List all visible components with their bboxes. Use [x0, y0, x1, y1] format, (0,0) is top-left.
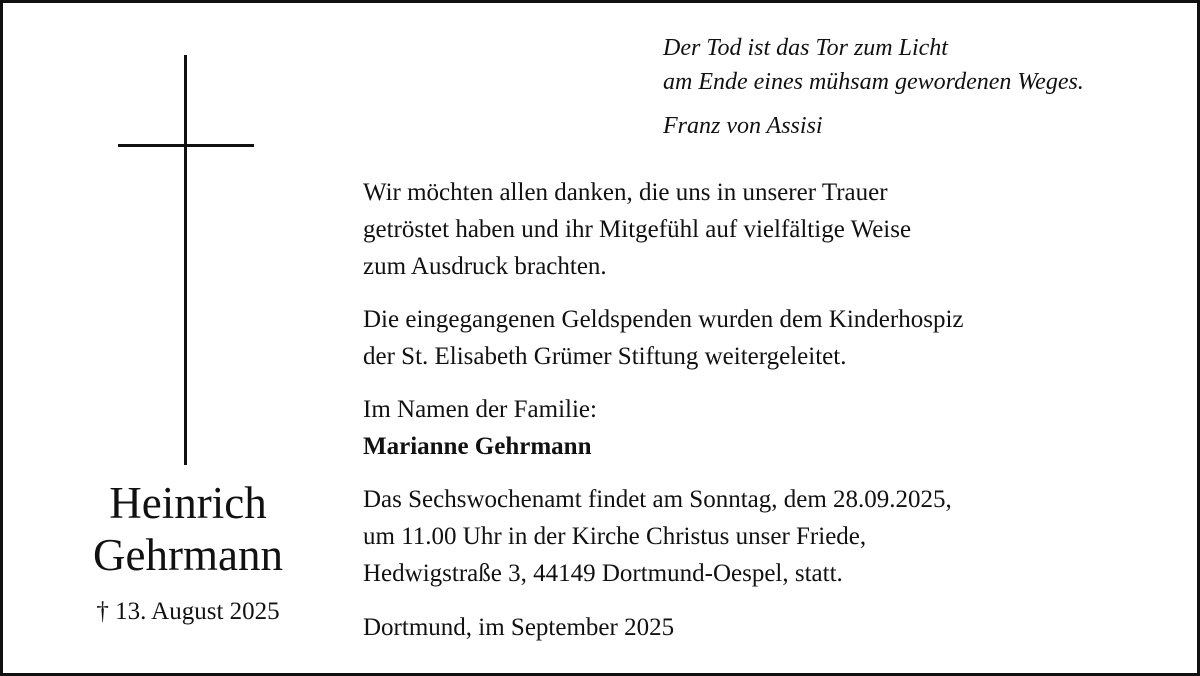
family-name: Marianne Gehrmann	[363, 433, 592, 460]
quote-line: am Ende eines mühsam gewordenen Weges.	[663, 69, 1084, 95]
thanks-line: getröstet haben und ihr Mitgefühl auf vielfältige Weise	[363, 216, 912, 243]
donations-paragraph	[363, 301, 1163, 375]
deceased-first-name: Heinrich	[109, 478, 267, 528]
donations-line: der St. Elisabeth Grümer Stiftung weitergeleitet.	[363, 343, 847, 370]
thank-you-message	[363, 174, 1163, 662]
quote-author: Franz von Assisi	[663, 113, 823, 139]
cross-icon	[118, 55, 254, 465]
thanks-line: Wir möchten allen danken, die uns in unserer Trauer	[363, 179, 888, 206]
cross-horizontal-bar	[118, 144, 254, 147]
family-signature	[363, 391, 1163, 465]
service-paragraph	[363, 481, 1163, 592]
deceased-name-block	[38, 477, 338, 627]
thanks-line: zum Ausdruck brachten.	[363, 253, 607, 280]
deceased-last-name: Gehrmann	[93, 530, 283, 580]
family-intro: Im Namen der Familie:	[363, 396, 597, 423]
cross-vertical-bar	[184, 55, 187, 465]
service-line: Das Sechswochenamt findet am Sonntag, dem 28.09.2025,	[363, 486, 952, 513]
service-line: um 11.00 Uhr in der Kirche Christus unser Friede,	[363, 523, 867, 550]
quote-line: Der Tod ist das Tor zum Licht	[663, 35, 948, 61]
place-date: Dortmund, im September 2025	[363, 614, 675, 641]
thanks-paragraph	[363, 174, 1163, 285]
death-date: † 13. August 2025	[96, 598, 280, 625]
donations-line: Die eingegangenen Geldspenden wurden dem Kinderhospiz	[363, 306, 964, 333]
service-line: Hedwigstraße 3, 44149 Dortmund-Oespel, statt.	[363, 560, 843, 587]
memorial-quote	[663, 31, 1183, 143]
place-date-paragraph	[363, 609, 1163, 646]
